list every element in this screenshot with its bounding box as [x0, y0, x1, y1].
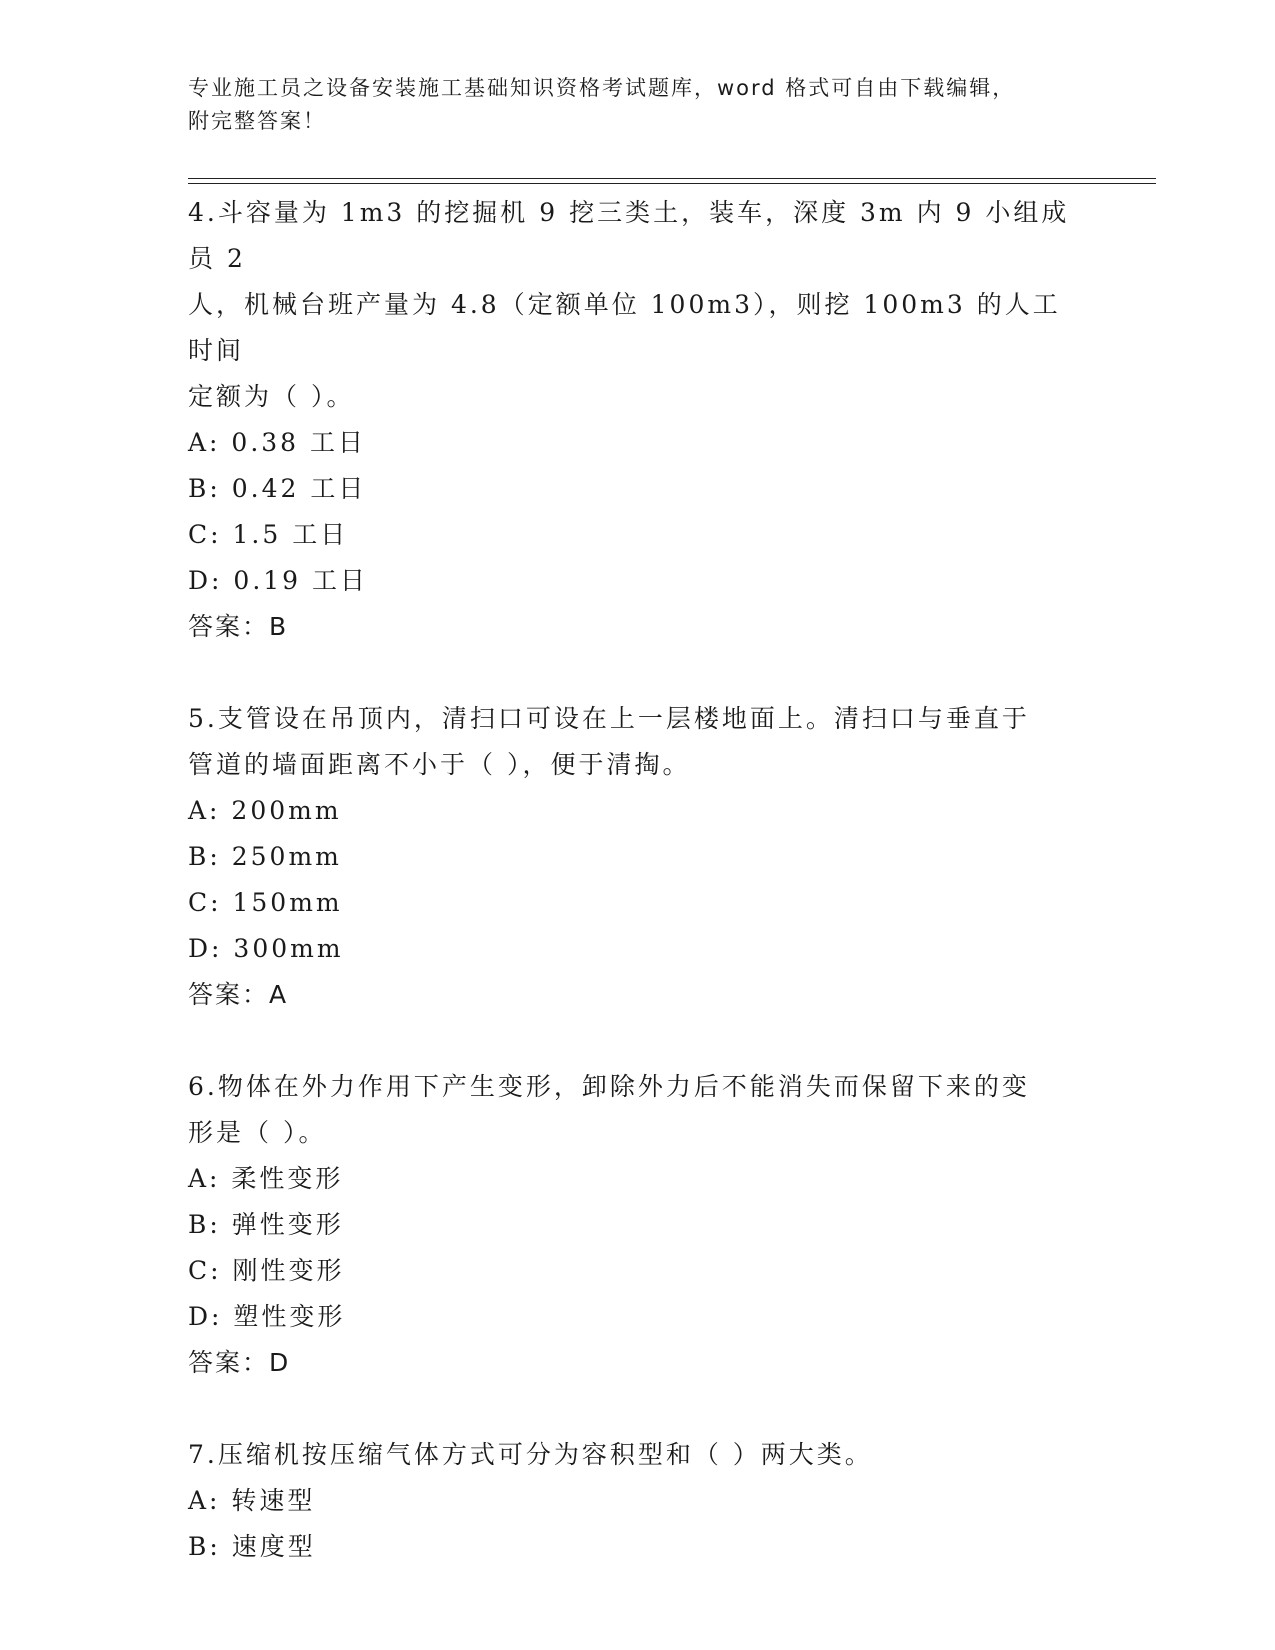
question-6-option-b: B: 弹性变形 [188, 1210, 344, 1239]
question-spacer [188, 650, 1088, 696]
question-5-line-1: 5.支管设在吊顶内，清扫口可设在上一层楼地面上。清扫口与垂直于 [188, 704, 1030, 733]
question-5-option-c: C: 150mm [188, 888, 343, 917]
question-6-line-1: 6.物体在外力作用下产生变形，卸除外力后不能消失而保留下来的变 [188, 1072, 1030, 1101]
question-4-line-3: 定额为（ ）。 [188, 382, 355, 411]
question-7 [188, 1432, 1088, 1570]
question-4 [188, 190, 1088, 650]
question-list [188, 190, 1088, 1570]
question-5-option-b: B: 250mm [188, 842, 342, 871]
question-4-option-c: C: 1.5 工日 [188, 520, 349, 549]
question-spacer [188, 1386, 1088, 1432]
document-header [188, 72, 1088, 138]
question-6-answer: 答案：D [188, 1348, 291, 1377]
question-6 [188, 1064, 1088, 1386]
header-divider-bottom [188, 183, 1156, 184]
header-divider-top [188, 178, 1156, 179]
question-4-line-2: 人，机械台班产量为 4.8（定额单位 100m3），则挖 100m3 的人工时间 [188, 290, 1061, 365]
question-5-option-a: A: 200mm [188, 796, 342, 825]
question-4-answer: 答案：B [188, 612, 289, 641]
header-line-1: 专业施工员之设备安装施工基础知识资格考试题库，word 格式可自由下载编辑， [188, 76, 1016, 100]
question-6-option-a: A: 柔性变形 [188, 1164, 344, 1193]
header-line-2: 附完整答案！ [188, 109, 326, 133]
question-4-option-a: A: 0.38 工日 [188, 428, 367, 457]
question-4-option-b: B: 0.42 工日 [188, 474, 367, 503]
question-5-line-2: 管道的墙面距离不小于（ ），便于清掏。 [188, 750, 691, 779]
question-6-line-2: 形是（ ）。 [188, 1118, 327, 1147]
question-5 [188, 696, 1088, 1018]
question-5-answer: 答案：A [188, 980, 289, 1009]
question-6-option-d: D: 塑性变形 [188, 1302, 346, 1331]
question-4-line-1: 4.斗容量为 1m3 的挖掘机 9 挖三类土，装车，深度 3m 内 9 小组成员 2 [188, 198, 1070, 273]
question-7-option-b: B: 速度型 [188, 1532, 316, 1561]
question-spacer [188, 1018, 1088, 1064]
question-5-option-d: D: 300mm [188, 934, 344, 963]
question-4-option-d: D: 0.19 工日 [188, 566, 369, 595]
question-7-line-1: 7.压缩机按压缩气体方式可分为容积型和（ ）两大类。 [188, 1440, 873, 1469]
question-6-option-c: C: 刚性变形 [188, 1256, 345, 1285]
question-7-option-a: A: 转速型 [188, 1486, 316, 1515]
